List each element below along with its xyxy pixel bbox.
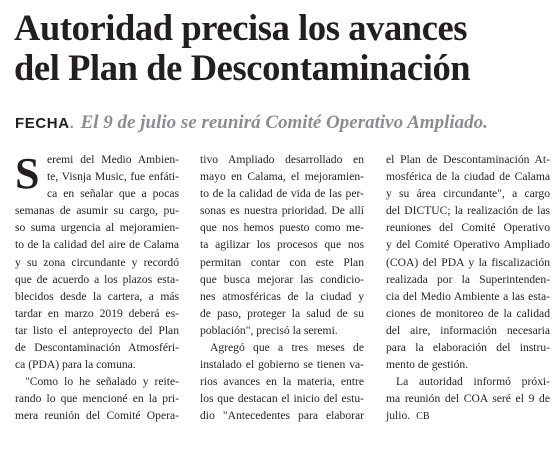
body-line: rando lo que mencioné en la pri- — [15, 392, 179, 406]
body-line: cia del Medio Ambiente a las esta- — [386, 289, 550, 303]
body-line: ca (PDA) para la comuna. — [15, 358, 136, 372]
body-line-last — [386, 407, 550, 424]
body-line: semanas de asumir su cargo, pu- — [15, 204, 179, 218]
body-line: reuniones del Comité Operativo — [386, 221, 550, 235]
body-line: que busca mejorar las condicio- — [200, 272, 364, 286]
kicker-mark: . — [69, 115, 74, 132]
body-line: ciones de monitoreo de la calidad — [386, 306, 550, 320]
body-line: población", precisó la seremi. — [200, 323, 338, 337]
body-line: rios avances en la materia, entre — [200, 375, 364, 389]
body-line: instalado el gobierno se tienen va- — [200, 358, 364, 372]
body-column-1 — [15, 151, 179, 425]
body-line: de Descontaminación Atmosféri- — [15, 341, 179, 355]
body-line: de paso, proteger la salud de su — [200, 306, 364, 320]
body-line: "Como lo he señalado y reite- — [25, 375, 179, 389]
body-line: La autoridad informó próxi- — [396, 375, 550, 389]
drop-cap: S — [15, 149, 40, 198]
body-line: los que destacan el inicio del estu- — [200, 392, 364, 406]
body-line: so suma urgencia al mejoramien- — [15, 221, 179, 235]
body-line: blecidos desde la cartera, a más — [15, 289, 179, 303]
body-line: que nos hemos puesto como me- — [200, 221, 364, 235]
body-line: Agregó que a tres meses de — [210, 341, 364, 355]
body-line: y su zona circundante y recordó — [15, 255, 179, 269]
body-column-2 — [200, 151, 364, 425]
body-line: to de la calidad de vida de las per- — [200, 187, 364, 201]
subheadline: El 9 de julio se reunirá Comité Operativo Ampliado. — [80, 112, 488, 133]
body-line: para la elaboración del instru- — [386, 341, 550, 355]
body-line: to de la calidad del aire de Calama — [15, 238, 179, 252]
body-line: que de acuerdo a los plazos esta- — [15, 272, 179, 286]
body-line: sonas es nuestra prioridad. De allí — [200, 204, 364, 218]
body-line: del aire, información necesaria — [386, 323, 550, 337]
body-line: ma reunión del COA seré el 9 de — [386, 392, 550, 406]
body-line: y su área circundante", a cargo — [386, 187, 550, 201]
body-line: mayo en Calama, el mejoramien- — [200, 170, 364, 184]
body-line: mera reunión del Comité Opera- — [15, 409, 179, 423]
headline-line-2: del Plan de Descontaminación — [14, 47, 471, 88]
body-line: realizada por la Superintenden- — [386, 272, 550, 286]
body-line: nes atmosféricas de la ciudad y — [200, 289, 364, 303]
body-line: (COA) del PDA y la fiscalización — [386, 255, 550, 269]
body-line: ta agilizar los procesos que nos — [200, 238, 364, 252]
end-mark: CB — [416, 411, 430, 423]
body-line: del DICTUC; la realización de las — [386, 204, 550, 218]
body-line: dio "Antecedentes para elaborar — [200, 409, 364, 423]
kicker-label: FECHA — [15, 115, 70, 132]
headline-line-1: Autoridad precisa los avances — [14, 7, 468, 48]
body-line: permitan contar con este Plan — [200, 255, 364, 269]
headline — [14, 8, 550, 88]
body-line: mosférica de la ciudad de Calama — [386, 170, 550, 184]
body-line: mento de gestión. — [386, 358, 469, 372]
body-line: tivo Ampliado desarrollado en — [200, 153, 364, 166]
body-line-text: julio. — [386, 409, 411, 423]
body-line: tar listo el anteproyecto del Plan — [15, 323, 179, 337]
body-line: tardar en marzo 2019 deberá es- — [15, 306, 179, 320]
deck — [15, 112, 551, 135]
body-line: eremi del Medio Ambien- — [47, 153, 179, 166]
body-line: y del Comité Operativo Ampliado — [386, 238, 550, 252]
body-line: ca en señalar que a pocas — [47, 187, 179, 201]
body-column-3 — [386, 151, 550, 425]
body-line: te, Visnja Music, fue enfáti- — [47, 170, 179, 184]
body-line: el Plan de Descontaminación At- — [386, 153, 550, 166]
